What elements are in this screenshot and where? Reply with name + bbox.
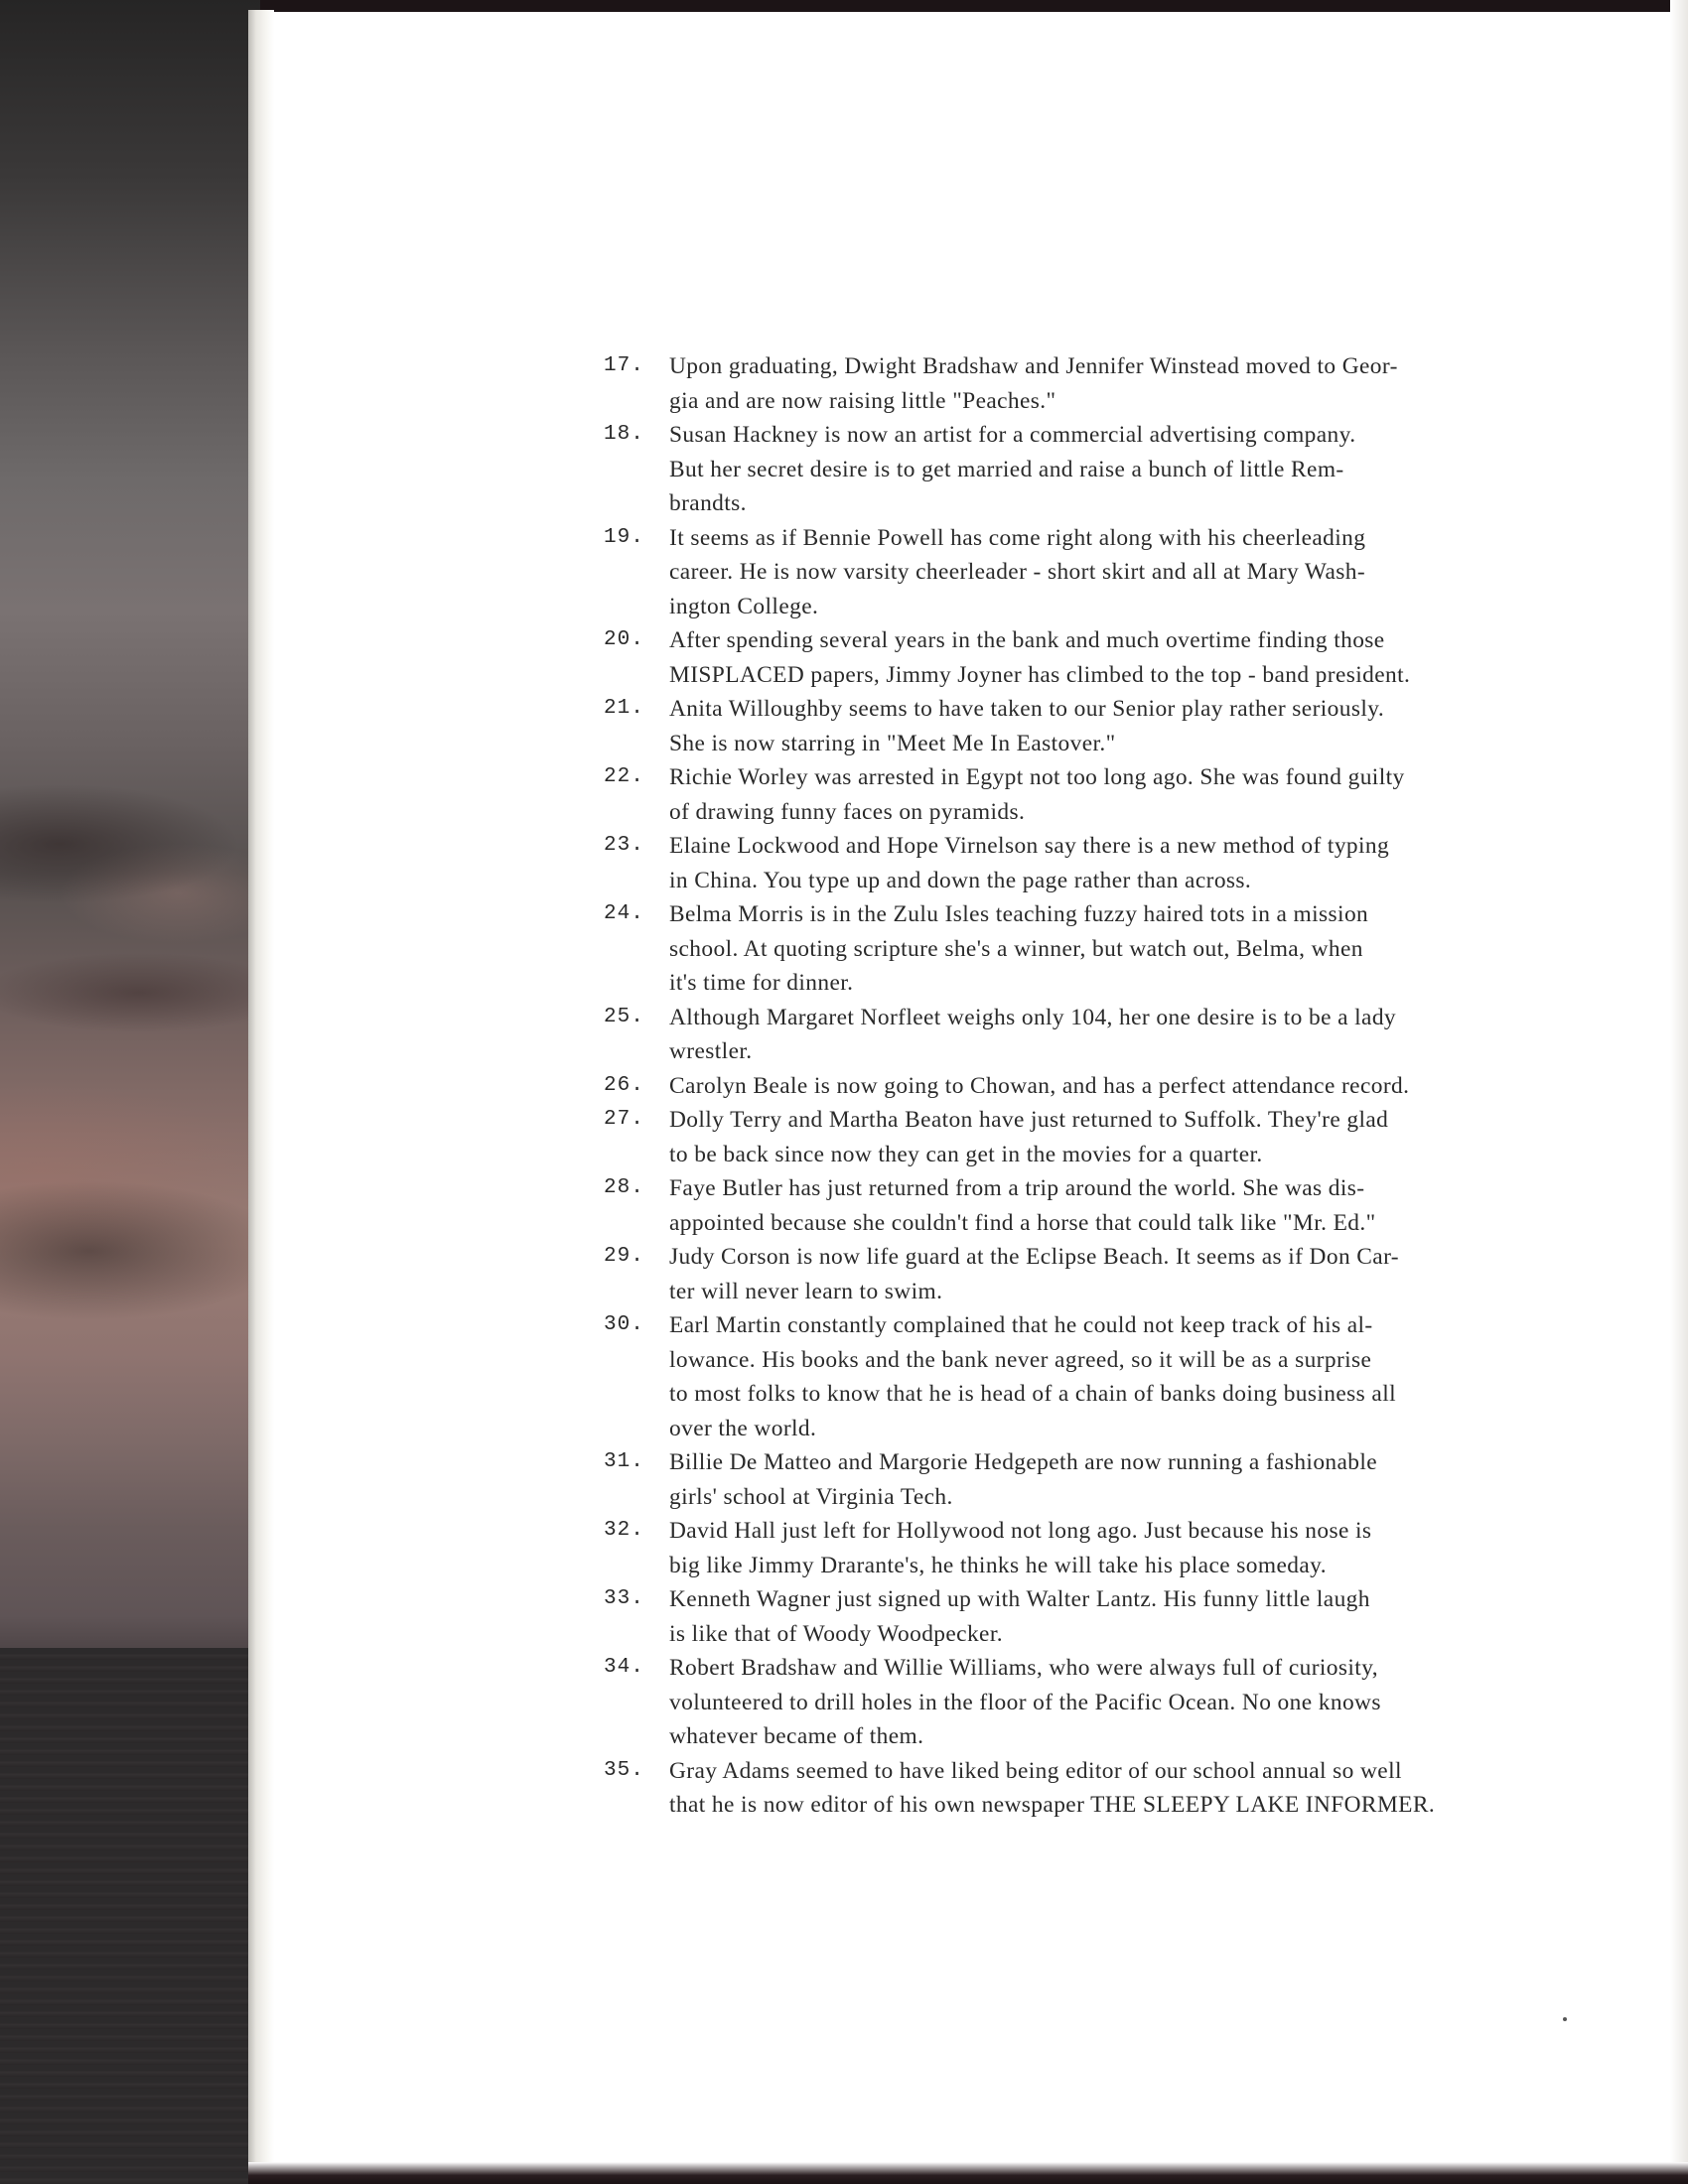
item-number: 26. xyxy=(604,1073,644,1097)
list-item xyxy=(604,623,1567,692)
list-item xyxy=(604,1069,1567,1104)
item-text: Susan Hackney is now an artist for a commercial advertising company. But her secret desire is to get married and raise a bunch of little Rem- brandts. xyxy=(669,422,1356,516)
item-text: Billie De Matteo and Margorie Hedgepeth are now running a fashionable girls' school at Virginia Tech. xyxy=(669,1449,1378,1510)
item-text: Anita Willoughby seems to have taken to our Senior play rather seriously. She is now starring in "Meet Me In Eastover." xyxy=(669,696,1385,756)
list-item xyxy=(604,1445,1567,1514)
scan-bottom-edge xyxy=(248,2162,1688,2184)
list-item xyxy=(604,1582,1567,1651)
cover-photo-strip xyxy=(0,0,260,2184)
item-text: Upon graduating, Dwight Bradshaw and Jennifer Winstead moved to Geor- gia and are now raising little "Peaches." xyxy=(669,353,1398,414)
page-right-shadow xyxy=(1670,0,1688,2184)
item-text: Faye Butler has just returned from a trip around the world. She was dis- appointed because she couldn't find a horse that could talk like "Mr. Ed." xyxy=(669,1175,1376,1236)
list-item xyxy=(604,1754,1567,1823)
item-number: 24. xyxy=(604,902,644,925)
item-number: 20. xyxy=(604,628,644,651)
item-text: Richie Worley was arrested in Egypt not too long ago. She was found guilty of drawing funny faces on pyramids. xyxy=(669,764,1405,825)
item-text: Robert Bradshaw and Willie Williams, who were always full of curiosity, volunteered to drill holes in the floor of the Pacific Ocean. No one knows whatever became of them. xyxy=(669,1655,1381,1749)
item-number: 28. xyxy=(604,1176,644,1199)
item-number: 25. xyxy=(604,1005,644,1028)
item-number: 21. xyxy=(604,697,644,720)
speck xyxy=(1563,2017,1567,2021)
item-number: 27. xyxy=(604,1108,644,1131)
list-item xyxy=(604,521,1567,624)
list-item xyxy=(604,1308,1567,1445)
item-number: 29. xyxy=(604,1245,644,1268)
item-number: 22. xyxy=(604,765,644,788)
item-text: Dolly Terry and Martha Beaton have just returned to Suffolk. They're glad to be back since now they can get in the movies for a quarter. xyxy=(669,1107,1389,1167)
item-number: 17. xyxy=(604,354,644,377)
list-item xyxy=(604,418,1567,521)
item-text: Earl Martin constantly complained that he could not keep track of his al- lowance. His books and the bank never agreed, so it will be as a surprise to most folks to know that he is head of a chain of banks doing business all over the world. xyxy=(669,1312,1397,1441)
item-text: Although Margaret Norfleet weighs only 104, her one desire is to be a lady wrestler. xyxy=(669,1004,1397,1064)
item-number: 30. xyxy=(604,1313,644,1336)
item-number: 31. xyxy=(604,1450,644,1473)
item-text: Belma Morris is in the Zulu Isles teaching fuzzy haired tots in a mission school. At quoting scripture she's a winner, but watch out, Belma, when it's time for dinner. xyxy=(669,901,1369,996)
item-text: Gray Adams seemed to have liked being editor of our school annual so well that he is now editor of his own newspaper THE SLEEPY LAKE INFORMER. xyxy=(669,1757,1436,1818)
prophecy-list xyxy=(604,349,1567,1823)
item-text: After spending several years in the bank and much overtime finding those MISPLACED papers, Jimmy Joyner has climbed to the top - band president. xyxy=(669,627,1411,688)
item-text: Judy Corson is now life guard at the Eclipse Beach. It seems as if Don Car- ter will never learn to swim. xyxy=(669,1244,1399,1304)
item-number: 32. xyxy=(604,1519,644,1542)
list-item xyxy=(604,1001,1567,1069)
list-item xyxy=(604,1651,1567,1754)
item-text: It seems as if Bennie Powell has come right along with his cheerleading career. He is now varsity cheerleader - short skirt and all at Mary Wash- ington College. xyxy=(669,524,1366,619)
list-item xyxy=(604,1240,1567,1308)
item-text: David Hall just left for Hollywood not long ago. Just because his nose is big like Jimmy Drarante's, he thinks he will take his place someday. xyxy=(669,1518,1372,1578)
page-edge xyxy=(248,10,274,2164)
item-number: 33. xyxy=(604,1587,644,1610)
item-number: 34. xyxy=(604,1656,644,1679)
item-number: 23. xyxy=(604,834,644,857)
item-text: Carolyn Beale is now going to Chowan, and has a perfect attendance record. xyxy=(669,1072,1410,1099)
item-number: 19. xyxy=(604,525,644,549)
item-text: Elaine Lockwood and Hope Virnelson say there is a new method of typing in China. You type up and down the page rather than across. xyxy=(669,833,1390,893)
list-item xyxy=(604,692,1567,760)
list-item xyxy=(604,1514,1567,1582)
list-item xyxy=(604,897,1567,1001)
item-number: 18. xyxy=(604,423,644,446)
list-item xyxy=(604,760,1567,829)
list-item xyxy=(604,829,1567,897)
sea-horizon xyxy=(0,1648,260,2184)
item-text: Kenneth Wagner just signed up with Walter Lantz. His funny little laugh is like that of Woody Woodpecker. xyxy=(669,1586,1370,1647)
item-number: 35. xyxy=(604,1758,644,1782)
list-item xyxy=(604,1103,1567,1171)
list-item xyxy=(604,349,1567,418)
list-item xyxy=(604,1171,1567,1240)
